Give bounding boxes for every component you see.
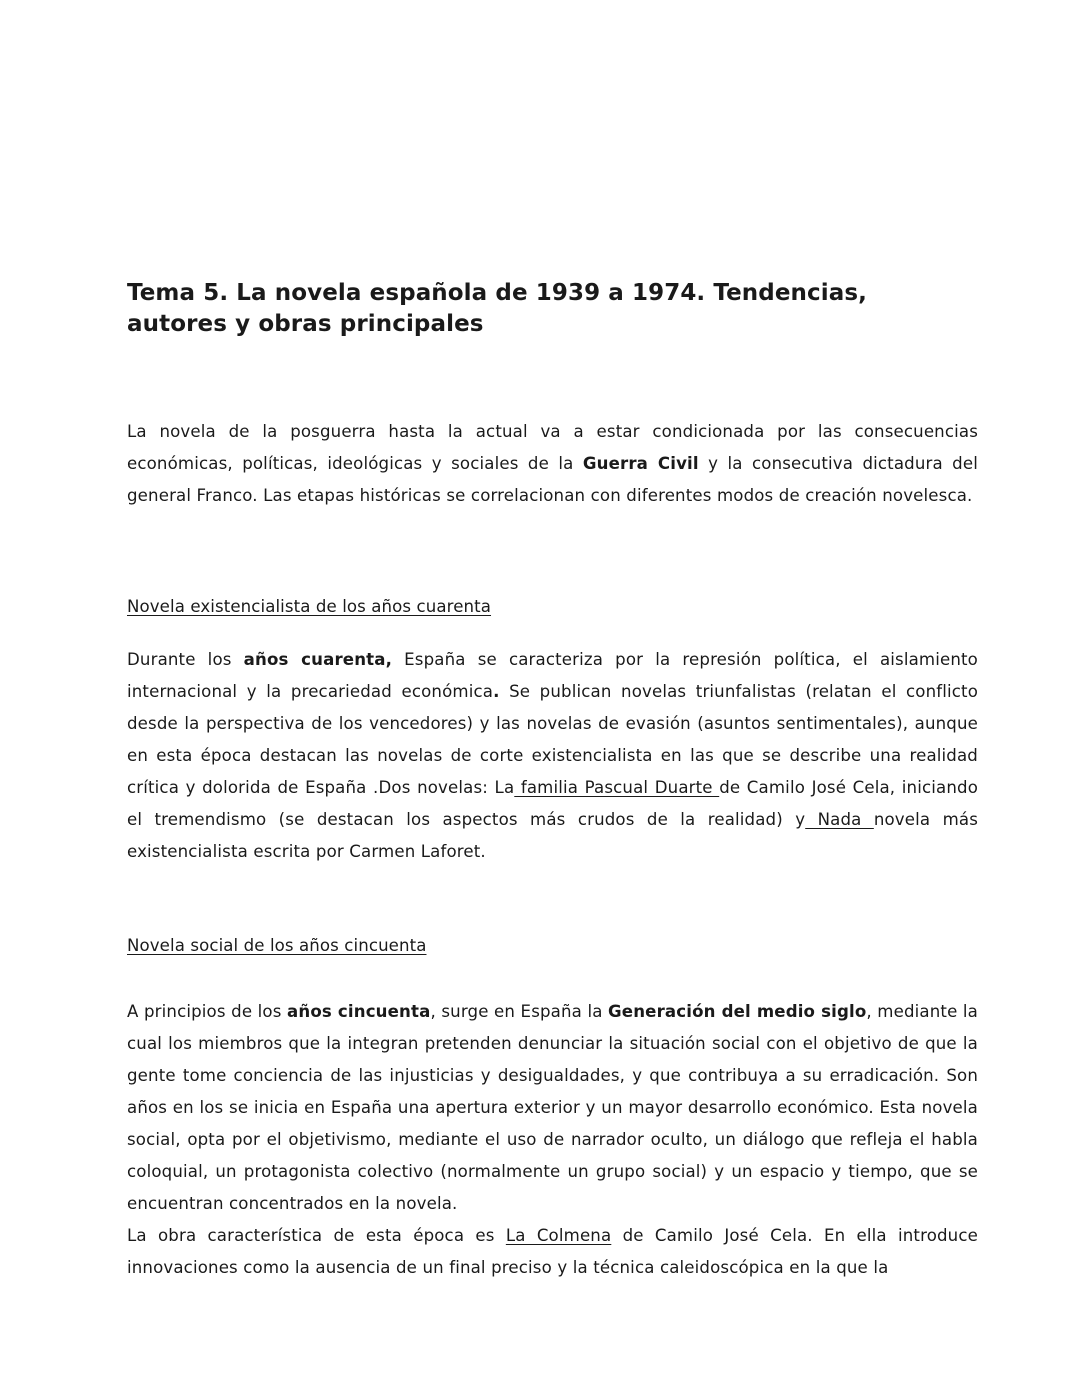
- section-heading-existencialista: Novela existencialista de los años cuarenta: [127, 597, 492, 616]
- document-title: Tema 5. La novela española de 1939 a 1974. Tendencias, autores y obras principales: [127, 280, 867, 337]
- bold-anos-cincuenta: años cincuenta: [287, 1002, 431, 1021]
- bold-period: .: [493, 682, 500, 701]
- section1-text: novela más existencialista escrita por Carmen Laforet.: [127, 810, 979, 861]
- section1-text: Se publican novelas triunfalistas (relatan el conflicto desde la perspectiva de los vencedores) y las novelas de evasión (asuntos sentimentales), aunque en esta época destacan las novelas de corte existencialista en las que se describe una realidad crítica y dolorida de España .Dos novelas: La: [127, 682, 978, 797]
- section2-paragraph: [127, 996, 978, 1220]
- section2-text: A principios de los: [127, 1002, 288, 1021]
- bold-anos-cuarenta: años cuarenta,: [243, 650, 393, 669]
- intro-paragraph: [127, 416, 978, 512]
- section1-text: de Camilo José Cela, iniciando el tremendismo (se destacan los aspectos más crudos de la realidad) y: [127, 778, 978, 829]
- section2-paragraph-2: [127, 1220, 978, 1284]
- intro-text: La novela de la posguerra hasta la actual va a estar condicionada por las consecuencias económicas, políticas, ideológicas y sociales de la: [127, 422, 978, 473]
- section1-text: Durante los: [127, 650, 244, 669]
- section2-text: de Camilo José Cela. En ella introduce innovaciones como la ausencia de un final preciso y la técnica caleidoscópica en la que la: [127, 1226, 978, 1277]
- underlined-familia-pascual-duarte: familia Pascual Duarte: [514, 778, 720, 797]
- section2-text: La obra característica de esta época es: [127, 1226, 506, 1245]
- underlined-la-colmena: La Colmena: [505, 1226, 612, 1245]
- bold-generacion-medio-siglo: Generación del medio siglo: [608, 1002, 867, 1021]
- section2-text: , mediante la cual los miembros que la integran pretenden denunciar la situación social con el objetivo de que la gente tome conciencia de las injusticias y desigualdades, y que contribuya a su erradicación. Son años en los se inicia en España una apertura exterior y un mayor desarrollo económico. Esta novela social, opta por el objetivismo, mediante el uso de narrador oculto, un diálogo que refleja el habla coloquial, un protagonista colectivo (normalmente un grupo social) y un espacio y tiempo, que se encuentran concentrados en la novela.: [127, 1002, 978, 1213]
- section2-text: , surge en España la: [430, 1002, 609, 1021]
- document-page: [127, 278, 978, 1284]
- bold-guerra-civil: Guerra Civil: [582, 454, 699, 473]
- intro-text: y la consecutiva dictadura del general Franco. Las etapas históricas se correlacionan con diferentes modos de creación novelesca.: [127, 454, 978, 505]
- underlined-nada: Nada: [805, 810, 874, 829]
- section-heading-social: Novela social de los años cincuenta: [127, 936, 427, 955]
- section1-paragraph: [127, 644, 978, 868]
- section1-text: España se caracteriza por la represión política, el aislamiento internacional y la precariedad económica: [127, 650, 978, 701]
